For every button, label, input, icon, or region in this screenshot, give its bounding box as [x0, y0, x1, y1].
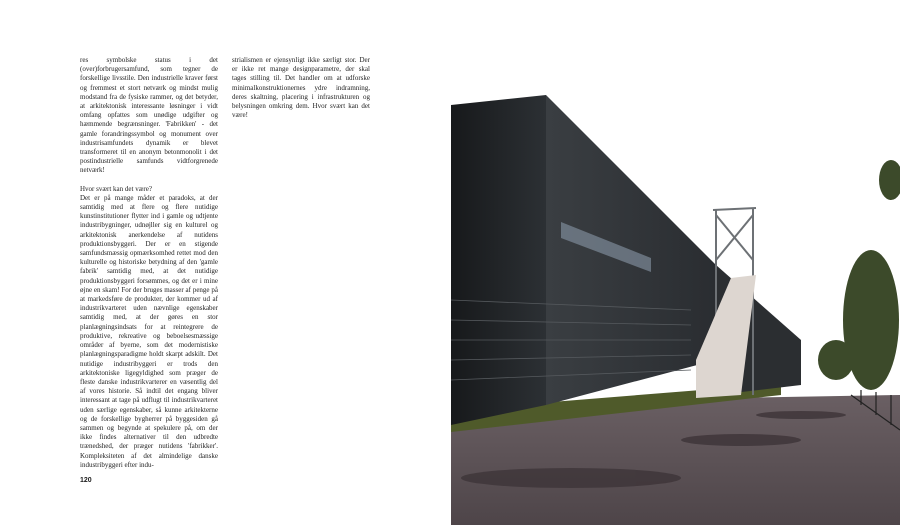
- paragraph: Det er på mange måder et paradoks, at der samtidig med at flere og flere nutidige kunstinstitutioner flytter ind i gamle og udtjente industribygninger, udnøjller sig en kulturel og arkitektonisk anerkendelse af nutidens produktionsbyggeri. Der er en stigende samfundsmæssig opmærksomhed rettet mod den kulturelle og historiske betydning af den 'gamle fabrik' samtidig med, at det nutidige produktionsbyggeri forsømmes, og det er i mine øjne en skam! For der bruges masser af penge på at markedsføre de produkter, der kommer ud af industrikvarteret uden nævnlige egenskaber samtidig med, at der gøres en stor planlægningsindsats for at reintegrere de produktive, rekreative og beboelsesmæssige områder af byerne, som det modernistiske planlægningsparadigme holdt skarpt adskilt. Det nutidige industribyggeri er trods den arkitektoniske ligegyldighed som præger de fleste danske industrikvarterer en væsentlig del af vores historie. Så indtil det engang bliver interessant at tage på udflugt til industrikvarteret uden særlige egenskaber, så kunne arkitekterne og de forskellige bygherrer på byggesiden gå sammen og begynde at spekulere på, om der ikke findes alternativer til den udbredte trænedshed, der præger nutidens 'fabrikker'. Kompleksiteten af det almindelige danske industribyggeri efter indu-: [80, 193, 218, 469]
- text-column-right: [232, 56, 370, 129]
- text-column-left: [80, 56, 218, 479]
- building-front: [451, 95, 546, 425]
- architecture-photo: [451, 0, 900, 525]
- page-number: 120: [80, 477, 92, 484]
- paragraph: strialismen er ejensynligt ikke særligt stor. Der er ikke ret mange designparametre, der skal tages stilling til. Det handler om at udforske minimalkonstruktionernes ydre indramning, deres skaltning, placering i infrastrukturen og belysningen omkring dem. Hvor svært kan det være!: [232, 56, 370, 120]
- paragraph: res symbolske status i det (over)forbrugersamfund, som tegner de forskellige livsstile. Den industrielle kraver først og fremmest et stort netværk og mindst mulig modstand fra de fysiske rammer, og det betyder, at arkitektonisk interessante løsninger i vidt omfang opfattes som unødige udgifter og hæmmende begrænsninger. 'Fabrikken' - det gamle forandringssymbol og monument over industrisamfundets dynamik er blevet transformeret til en anonym betonmonolit i det postindustrielle samfunds vidtforgrenede netværk!: [80, 56, 218, 175]
- subheading: Hvor svært kan det være?: [80, 184, 152, 193]
